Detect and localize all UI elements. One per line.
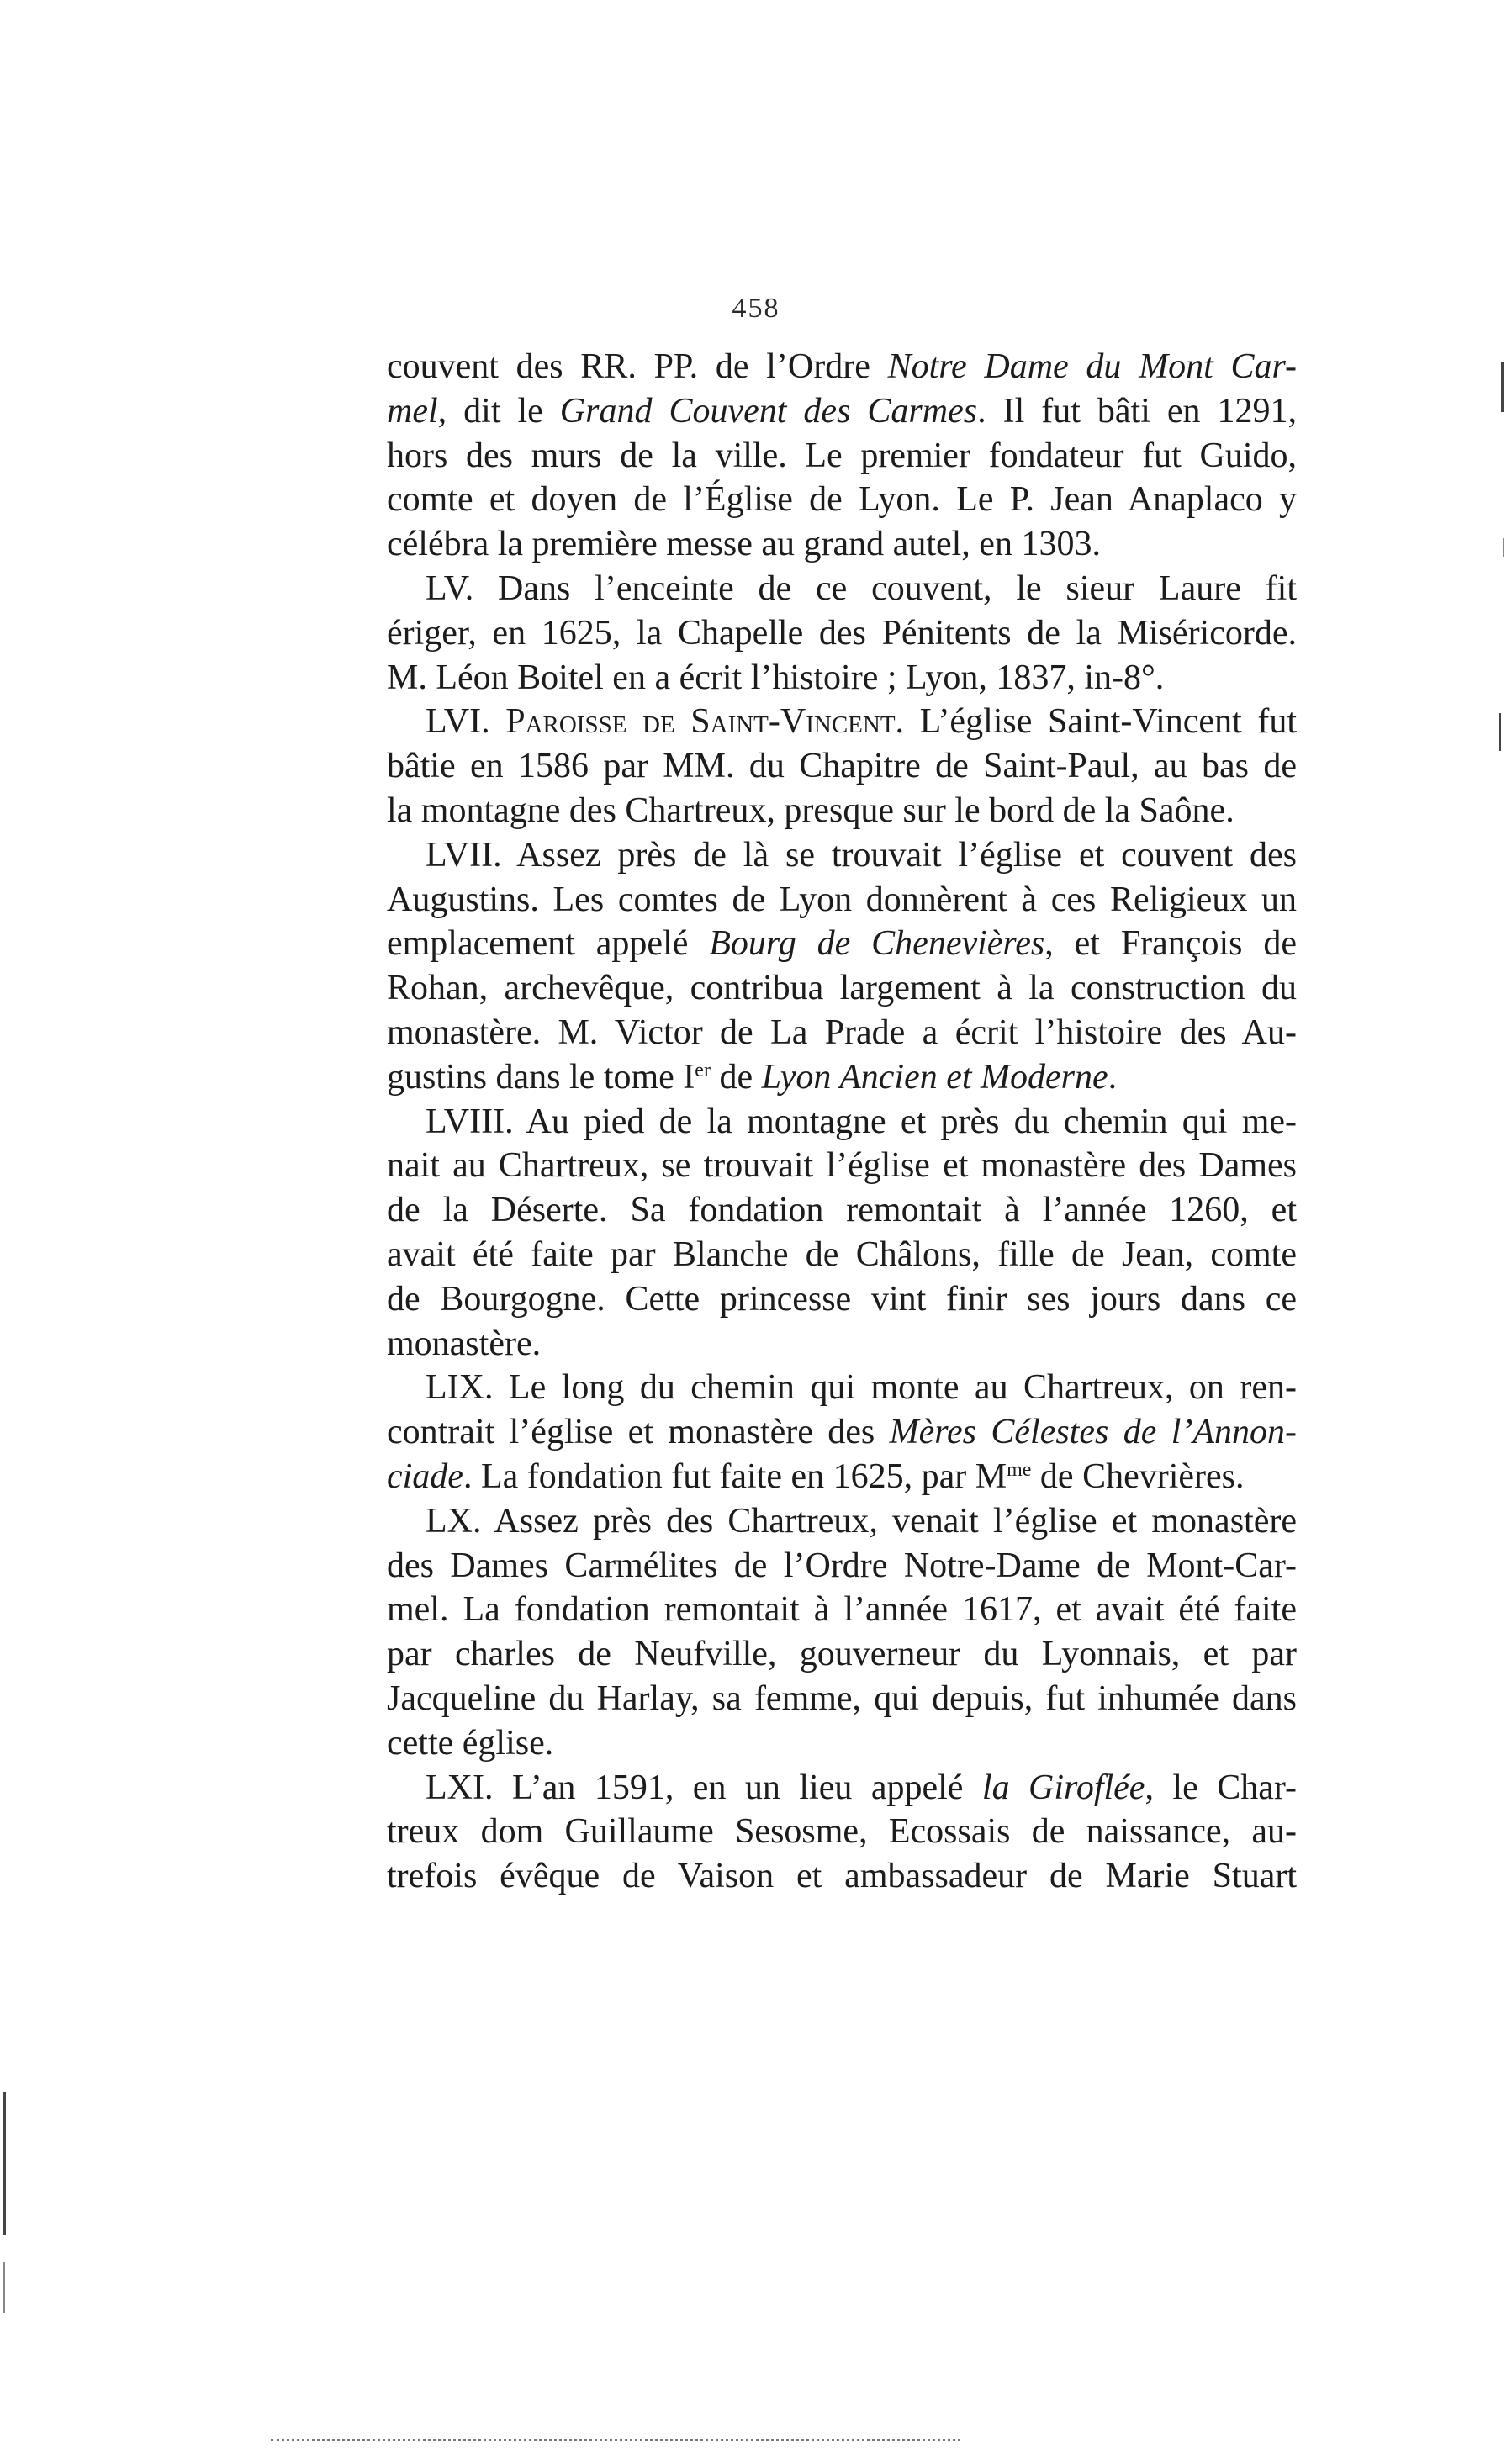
- text-line: emplacement appelé Bourg de Chenevières, et François de: [387, 924, 1298, 964]
- text-line: de la Déserte. Sa fondation remontait à l’année 1260, et: [387, 1191, 1297, 1230]
- text-line: la montagne des Chartreux, presque sur le bord de la Saône.: [387, 790, 1234, 830]
- text-line: LXI. L’an 1591, en un lieu appelé la Giroflée, le Char-: [426, 1768, 1297, 1807]
- text-line: des Dames Carmélites de l’Ordre Notre-Dame de Mont-Car-: [387, 1546, 1297, 1585]
- margin-mark: [1503, 538, 1504, 557]
- text-line: avait été faite par Blanche de Châlons, fille de Jean, comte: [387, 1234, 1297, 1274]
- text-line: ériger, en 1625, la Chapelle des Pénitents de la Miséricorde.: [387, 613, 1297, 653]
- margin-mark: [3, 2262, 5, 2313]
- text-line: Rohan, archevêque, contribua largement à la construction du: [387, 969, 1297, 1008]
- page-body-text: [387, 345, 1297, 1899]
- text-line: contrait l’église et monastère des Mères Célestes de l’Annon-: [387, 1413, 1297, 1452]
- text-line: LIX. Le long du chemin qui monte au Chartreux, on ren-: [426, 1368, 1297, 1408]
- margin-mark: [3, 2092, 6, 2235]
- bottom-rule: [271, 2439, 960, 2441]
- text-line: nait au Chartreux, se trouvait l’église et monastère des Dames: [387, 1146, 1297, 1186]
- text-line: ciade. La fondation fut faite en 1625, par $M^{me}$ de Chevrières.: [387, 1456, 1245, 1496]
- text-line: de Bourgogne. Cette princesse vint finir ses jours dans ce: [387, 1279, 1297, 1319]
- text-line: mel. La fondation remontait à l’année 1617, et avait été faite: [387, 1590, 1297, 1630]
- text-line: LVI. Paroisse de Saint-Vincent. L’église Saint-Vincent fut: [426, 702, 1297, 742]
- margin-mark: [1501, 362, 1504, 412]
- text-line: gustins dans le tome Ier de Lyon Ancien et Moderne.: [387, 1057, 1118, 1097]
- text-line: mel, dit le Grand Couvent des Carmes. Il fut bâti en 1291,: [387, 391, 1297, 431]
- text-line: hors des murs de la ville. Le premier fondateur fut Guido,: [387, 436, 1297, 475]
- text-line: LV. Dans l’enceinte de ce couvent, le sieur Laure fit: [426, 568, 1297, 608]
- text-line: couvent des RR. PP. de l’Ordre Notre Dame du Mont Car-: [387, 347, 1297, 386]
- text-line: cette église.: [387, 1723, 554, 1763]
- text-line: comte et doyen de l’Église de Lyon. Le P. Jean Anaplaco y: [387, 480, 1297, 520]
- text-line: bâtie en 1586 par MM. du Chapitre de Saint-Paul, au bas de: [387, 747, 1297, 786]
- text-line: par charles de Neufville, gouverneur du Lyonnais, et par: [387, 1635, 1297, 1674]
- text-line: treux dom Guillaume Sesosme, Ecossais de naissance, au-: [387, 1812, 1297, 1852]
- text-line: LVII. Assez près de là se trouvait l’église et couvent des: [426, 835, 1297, 875]
- page-number: 458: [732, 293, 780, 324]
- text-line: monastère. M. Victor de La Prade a écrit l’histoire des Au-: [387, 1012, 1297, 1052]
- text-line: M. Léon Boitel en a écrit l’histoire ; Lyon, 1837, in-8°.: [387, 658, 1165, 697]
- text-line: LX. Assez près des Chartreux, venait l’église et monastère: [426, 1501, 1297, 1541]
- text-line: Augustins. Les comtes de Lyon donnèrent à ces Religieux un: [387, 880, 1297, 919]
- text-line: Jacqueline du Harlay, sa femme, qui depuis, fut inhumée dans: [387, 1678, 1297, 1718]
- text-line: trefois évêque de Vaison et ambassadeur de Marie Stuart: [387, 1857, 1297, 1896]
- text-line: monastère.: [387, 1324, 542, 1363]
- text-line: LVIII. Au pied de la montagne et près du chemin qui me-: [426, 1102, 1297, 1141]
- text-line: célébra la première messe au grand autel, en 1303.: [387, 525, 1101, 564]
- margin-mark: [1499, 713, 1501, 751]
